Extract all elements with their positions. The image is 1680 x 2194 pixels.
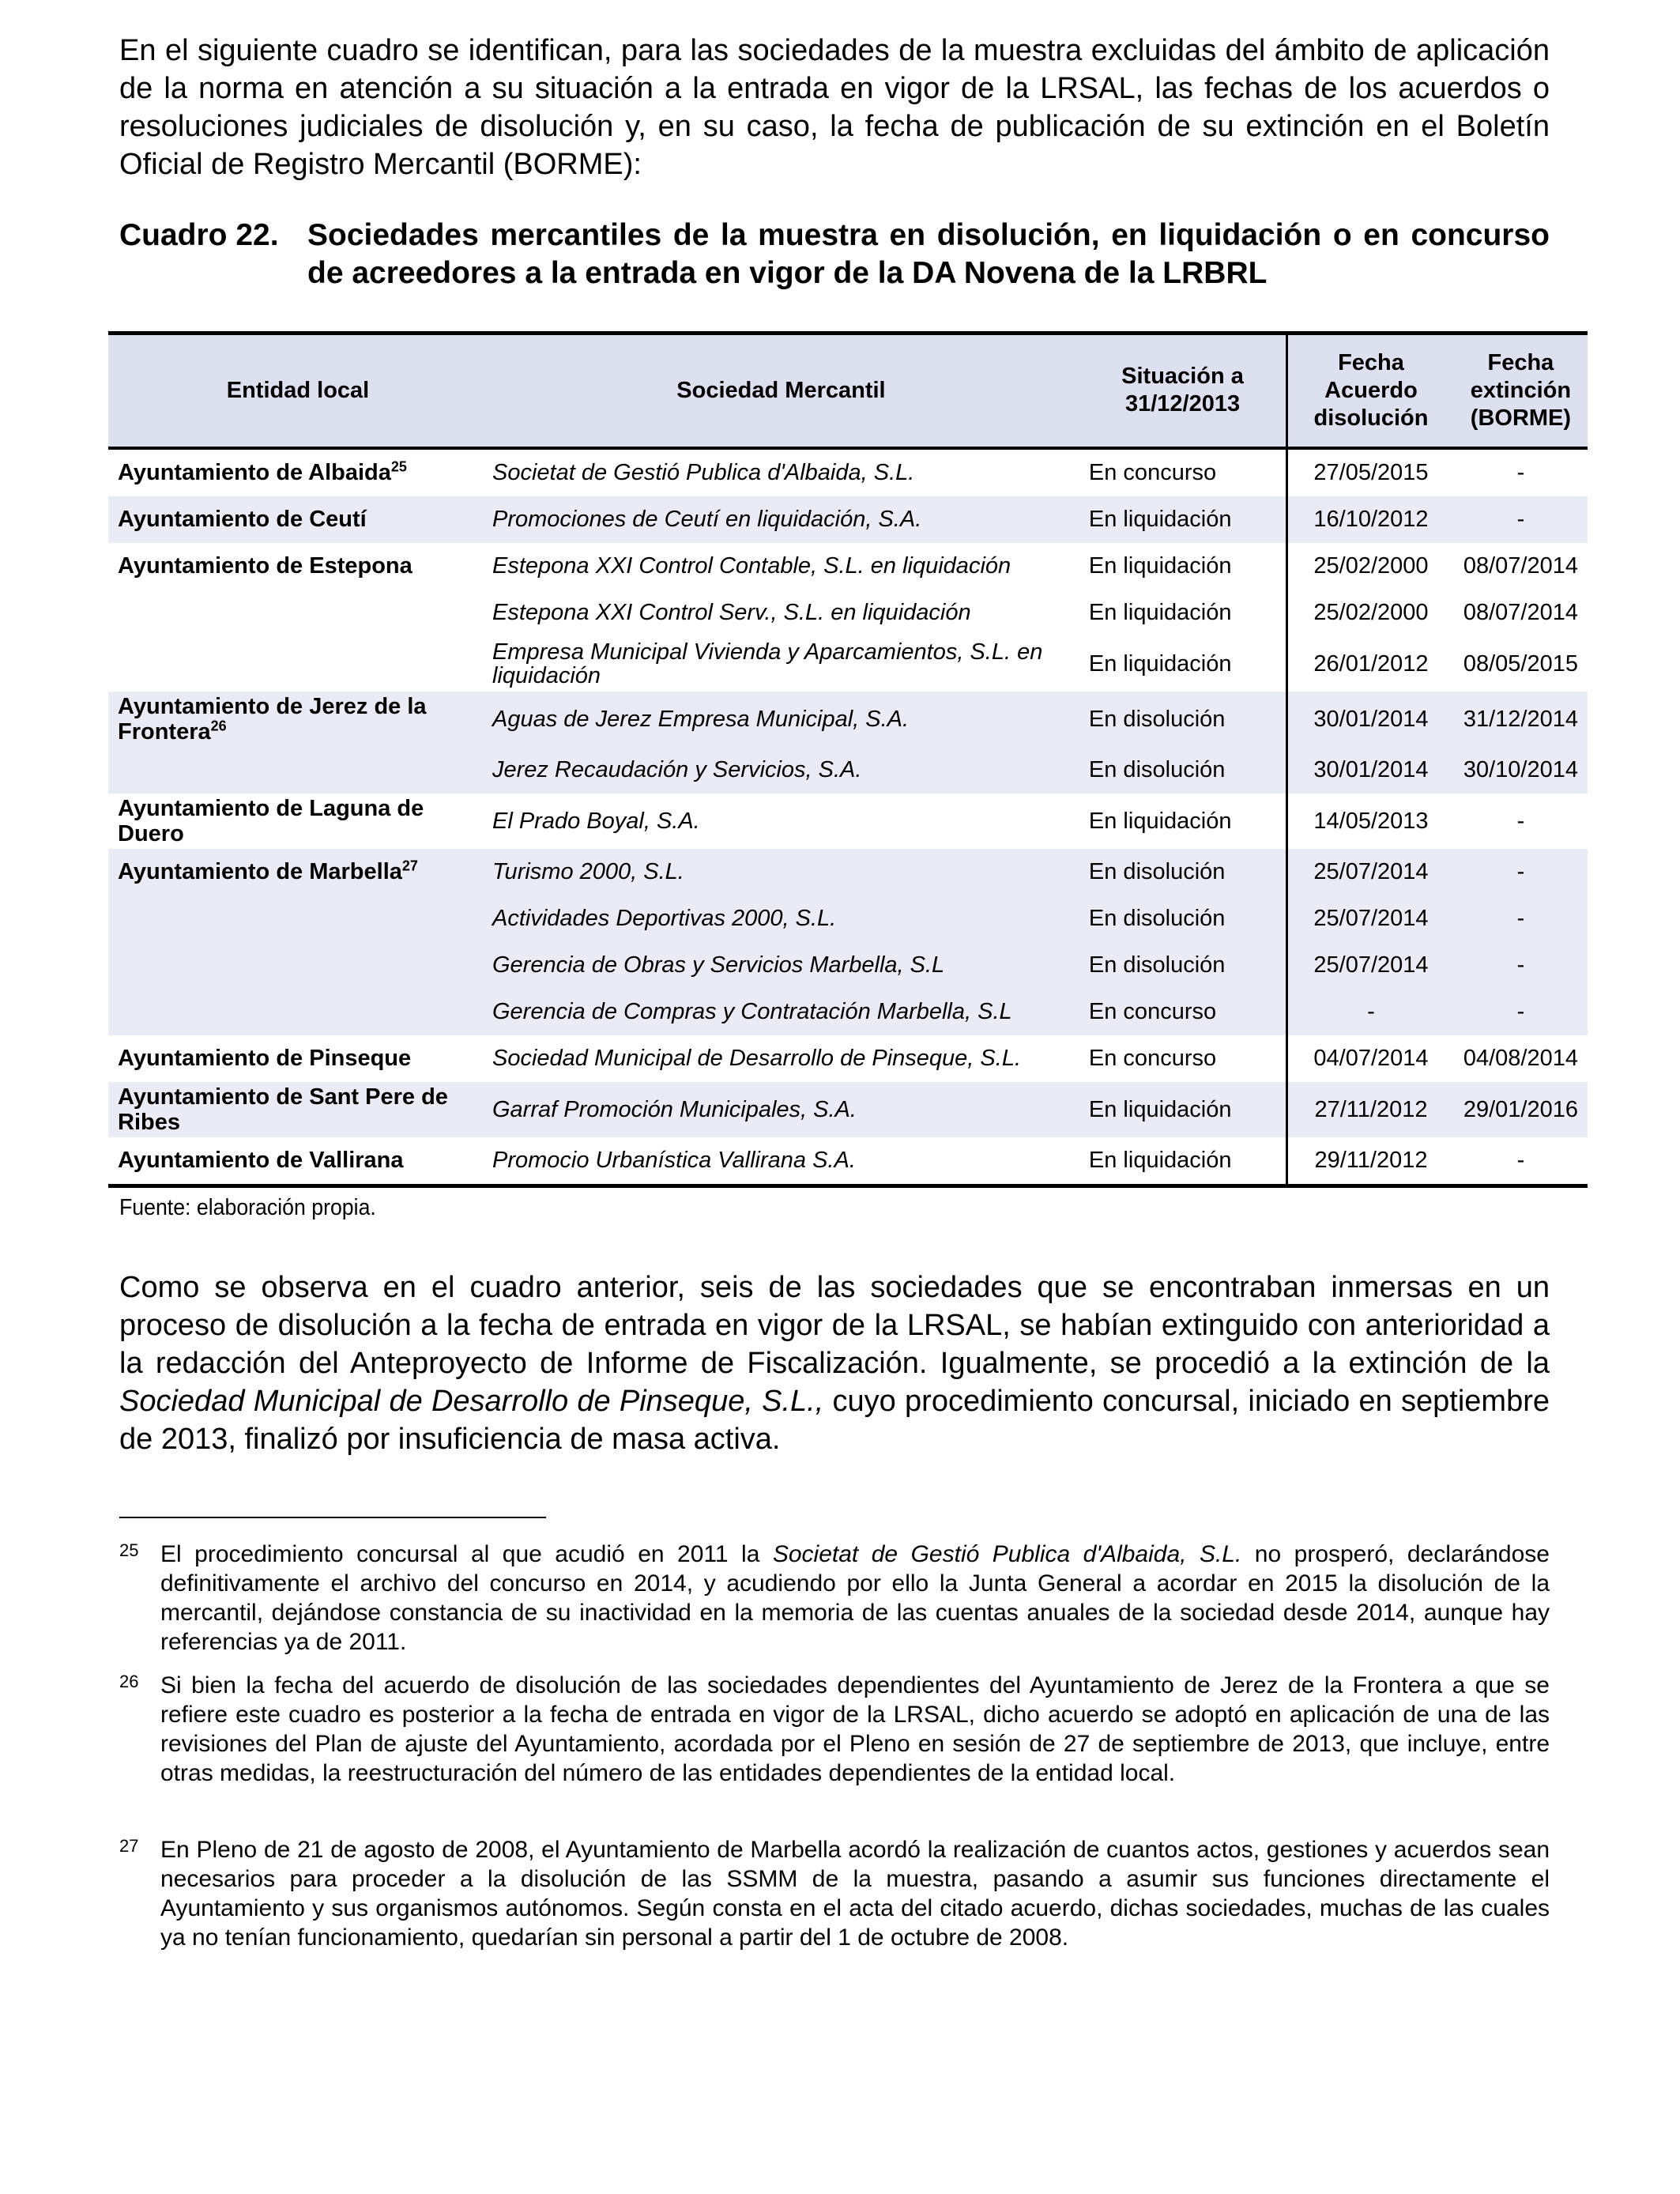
cell-entidad xyxy=(108,747,483,794)
footnote-text: El procedimiento concursal al que acudió en 2011 la Societat de Gestió Publica d'Albaida, S.L. no prosperó, declarándose definitivamente el archivo del concurso en 2014, y acudiendo por ello la Junta General a acordar en 2015 la disolución de la mercantil, dejándose constancia de su inactividad en la memoria de las cuentas anuales de la sociedad desde 2014, aunque hay referencias ya de 2011. xyxy=(160,1541,1550,1655)
cell-situacion: En liquidación xyxy=(1088,650,1232,677)
footnote-ref: 25 xyxy=(390,458,407,475)
footnote-26 xyxy=(119,1671,1550,1788)
intro-paragraph: En el siguiente cuadro se identifican, para las sociedades de la muestra excluidas del ámbito de aplicación de la norma en atención a su situación a la entrada en vigor de la LRSAL, las fechas de los acuerdos o resoluciones judiciales de disolución y, en su caso, la fecha de publicación de su extinción en el Boletín Oficial de Registro Mercantil (BORME): xyxy=(119,34,1550,181)
cell-situacion: En liquidación xyxy=(1088,808,1232,834)
cell-entidad: Ayuntamiento de Vallirana xyxy=(108,1137,483,1186)
cell-extincion: 04/08/2014 xyxy=(1463,1046,1578,1071)
cell-acuerdo: 16/10/2012 xyxy=(1287,496,1454,543)
footnote-separator xyxy=(119,1517,546,1518)
footnote-mark: 27 xyxy=(119,1836,139,1856)
table-source: Fuente: elaboración propia. xyxy=(119,1195,376,1220)
cell-acuerdo: 25/07/2014 xyxy=(1287,895,1454,942)
table-row xyxy=(108,849,1588,895)
cell-entidad: Ayuntamiento de Marbella$^{27}$ xyxy=(108,849,483,895)
table-row xyxy=(108,895,1588,942)
cell-situacion: En disolución xyxy=(1079,849,1287,895)
cell-situacion: En liquidación xyxy=(1079,1082,1287,1137)
cell-extincion: 29/01/2016 xyxy=(1454,1082,1588,1137)
table-header-row xyxy=(108,334,1588,448)
cell-sociedad: Garraf Promoción Municipales, S.A. xyxy=(483,1082,1079,1137)
cell-acuerdo: 26/01/2012 xyxy=(1287,636,1454,692)
caption-number: Cuadro 22. xyxy=(119,218,279,252)
table-row xyxy=(108,543,1588,590)
cell-entidad xyxy=(108,895,483,942)
header-situacion-line2: 31/12/2013 xyxy=(1124,391,1241,417)
footnote-mark: 25 xyxy=(119,1540,139,1560)
footnote-mark: 26 xyxy=(119,1672,139,1691)
cell-entidad: Ayuntamiento de Laguna de Duero xyxy=(118,795,424,846)
header-extincion-line1: Fecha xyxy=(1487,349,1554,375)
cell-sociedad: Gerencia de Compras y Contratación Marbella, S.L xyxy=(483,989,1079,1035)
table-caption xyxy=(119,217,1550,292)
footnote-ref: 27 xyxy=(401,858,418,874)
table-row xyxy=(108,1082,1588,1137)
footnote-italic: Societat de Gestió Publica d'Albaida, S.L. xyxy=(772,1541,1242,1567)
cell-entidad xyxy=(108,942,483,989)
cell-acuerdo: 14/05/2013 xyxy=(1287,794,1454,849)
cell-sociedad: Turismo 2000, S.L. xyxy=(483,849,1079,895)
cell-extincion: - xyxy=(1454,942,1588,989)
cell-sociedad: El Prado Boyal, S.A. xyxy=(492,808,700,834)
header-acuerdo-line3: disolución xyxy=(1313,405,1429,431)
cell-extincion: - xyxy=(1454,989,1588,1035)
header-acuerdo xyxy=(1287,334,1454,448)
cell-extincion: - xyxy=(1516,808,1525,834)
cell-acuerdo: 04/07/2014 xyxy=(1287,1035,1454,1082)
cell-acuerdo: 30/01/2014 xyxy=(1287,747,1454,794)
caption-title: Sociedades mercantiles de la muestra en disolución, en liquidación o en concurso de acreedores a la entrada en vigor de la DA Novena de la LRBRL xyxy=(307,218,1550,290)
cell-extincion: 30/10/2014 xyxy=(1454,747,1588,794)
cell-acuerdo: - xyxy=(1287,989,1454,1035)
cell-extincion: - xyxy=(1516,460,1525,485)
cell-entidad: Ayuntamiento de Ceutí xyxy=(108,496,483,543)
cell-sociedad: Estepona XXI Control Contable, S.L. en liquidación xyxy=(492,553,1011,579)
cell-entidad xyxy=(108,989,483,1035)
cell-entidad: Ayuntamiento de Pinseque xyxy=(118,1046,412,1071)
cell-situacion: En liquidación xyxy=(1079,1137,1287,1186)
header-entidad: Entidad local xyxy=(108,334,483,448)
cell-acuerdo: 25/02/2000 xyxy=(1287,590,1454,636)
header-acuerdo-line2: Acuerdo xyxy=(1324,377,1418,403)
cell-situacion: En concurso xyxy=(1088,1046,1217,1071)
cell-sociedad: Promocio Urbanística Vallirana S.A. xyxy=(483,1137,1079,1186)
header-sociedad: Sociedad Mercantil xyxy=(483,334,1079,448)
table-row xyxy=(108,590,1588,636)
cell-entidad: Ayuntamiento de Estepona xyxy=(118,553,412,579)
table-row xyxy=(108,692,1588,747)
cell-extincion: - xyxy=(1454,1137,1588,1186)
cell-acuerdo: 27/11/2012 xyxy=(1287,1082,1454,1137)
cell-entidad xyxy=(108,590,483,636)
companies-table xyxy=(108,331,1588,1188)
cell-acuerdo: 27/05/2015 xyxy=(1287,448,1454,496)
cell-sociedad: Empresa Municipal Vivienda y Aparcamientos, S.L. en liquidación xyxy=(492,639,1043,688)
cell-situacion: En disolución xyxy=(1079,692,1287,747)
header-extincion-line3: (BORME) xyxy=(1470,405,1572,431)
cell-entidad: Ayuntamiento de Albaida$^{25}$ xyxy=(118,458,407,485)
cell-situacion: En concurso xyxy=(1088,460,1217,485)
cell-entidad xyxy=(108,636,483,692)
table-row xyxy=(108,636,1588,692)
cell-situacion: En liquidación xyxy=(1088,600,1232,625)
header-extincion-line2: extinción xyxy=(1470,377,1572,403)
cell-situacion: En concurso xyxy=(1079,989,1287,1035)
table-row xyxy=(108,1035,1588,1082)
cell-acuerdo: 25/07/2014 xyxy=(1287,849,1454,895)
cell-sociedad: Societat de Gestió Publica d'Albaida, S.L. xyxy=(492,460,915,485)
cell-situacion: En disolución xyxy=(1079,895,1287,942)
cell-extincion: 31/12/2014 xyxy=(1454,692,1588,747)
cell-sociedad: Promociones de Ceutí en liquidación, S.A. xyxy=(483,496,1079,543)
cell-sociedad: Estepona XXI Control Serv., S.L. en liquidación xyxy=(492,600,971,625)
table-row xyxy=(108,448,1588,496)
footnote-ref: 26 xyxy=(210,717,227,733)
cell-extincion: 08/05/2015 xyxy=(1463,650,1578,677)
body-paragraph: Como se observa en el cuadro anterior, seis de las sociedades que se encontraban inmersas en un proceso de disolución a la fecha de entrada en vigor de la LRSAL, se habían extinguido con anterioridad a la redacción del Anteproyecto de Informe de Fiscalización. Igualmente, se procedió a la extinción de la Sociedad Municipal de Desarrollo de Pinseque, S.L., cuyo procedimiento concursal, iniciado en septiembre de 2013, finalizó por insuficiencia de masa activa. xyxy=(119,1271,1550,1456)
cell-situacion: En disolución xyxy=(1079,942,1287,989)
cell-extincion: - xyxy=(1454,849,1588,895)
footnote-27 xyxy=(119,1835,1550,1952)
cell-sociedad: Aguas de Jerez Empresa Municipal, S.A. xyxy=(483,692,1079,747)
header-situacion xyxy=(1079,334,1287,448)
italic-company-name: Sociedad Municipal de Desarrollo de Pinseque, S.L., xyxy=(119,1385,824,1418)
cell-extincion: - xyxy=(1454,895,1588,942)
cell-extincion: - xyxy=(1454,496,1588,543)
cell-extincion: 08/07/2014 xyxy=(1463,600,1578,625)
cell-entidad: Ayuntamiento de Jerez de la Frontera$^{26}$ xyxy=(108,692,483,747)
cell-acuerdo: 29/11/2012 xyxy=(1287,1137,1454,1186)
cell-sociedad: Actividades Deportivas 2000, S.L. xyxy=(483,895,1079,942)
cell-sociedad: Gerencia de Obras y Servicios Marbella, S.L xyxy=(483,942,1079,989)
table-row xyxy=(108,747,1588,794)
table-row xyxy=(108,496,1588,543)
table-row xyxy=(108,942,1588,989)
cell-acuerdo: 30/01/2014 xyxy=(1287,692,1454,747)
cell-situacion: En liquidación xyxy=(1088,553,1232,579)
cell-acuerdo: 25/02/2000 xyxy=(1287,543,1454,590)
footnote-text: En Pleno de 21 de agosto de 2008, el Ayuntamiento de Marbella acordó la realización de cuantos actos, gestiones y acuerdos sean necesarios para proceder a la disolución de las SSMM de la muestra, pasando a asumir sus funciones directamente el Ayuntamiento y sus organismos autónomos. Según consta en el acta del citado acuerdo, dichas sociedades, muchas de las cuales ya no tenían funcionamiento, quedarían sin personal a partir del 1 de octubre de 2008. xyxy=(160,1837,1550,1951)
header-extincion xyxy=(1454,334,1588,448)
cell-situacion: En liquidación xyxy=(1079,496,1287,543)
cell-sociedad: Sociedad Municipal de Desarrollo de Pinseque, S.L. xyxy=(492,1046,1022,1071)
cell-sociedad: Jerez Recaudación y Servicios, S.A. xyxy=(483,747,1079,794)
cell-extincion: 08/07/2014 xyxy=(1463,553,1578,579)
footnote-25 xyxy=(119,1540,1550,1657)
table-row xyxy=(108,989,1588,1035)
cell-entidad: Ayuntamiento de Sant Pere de Ribes xyxy=(108,1082,483,1137)
cell-acuerdo: 25/07/2014 xyxy=(1287,942,1454,989)
header-acuerdo-line1: Fecha xyxy=(1338,349,1404,375)
cell-situacion: En disolución xyxy=(1079,747,1287,794)
table-row xyxy=(108,1137,1588,1186)
table-row xyxy=(108,794,1588,849)
footnote-text: Si bien la fecha del acuerdo de disolución de las sociedades dependientes del Ayuntamiento de Jerez de la Frontera a que se refiere este cuadro es posterior a la fecha de entrada en vigor de la LRSAL, dicho acuerdo se adoptó en aplicación de una de las revisiones del Plan de ajuste del Ayuntamiento, acordada por el Pleno en sesión de 27 de septiembre de 2013, que incluye, entre otras medidas, la reestructuración del número de las entidades dependientes de la entidad local. xyxy=(160,1672,1550,1786)
header-situacion-line1: Situación a xyxy=(1121,364,1244,390)
